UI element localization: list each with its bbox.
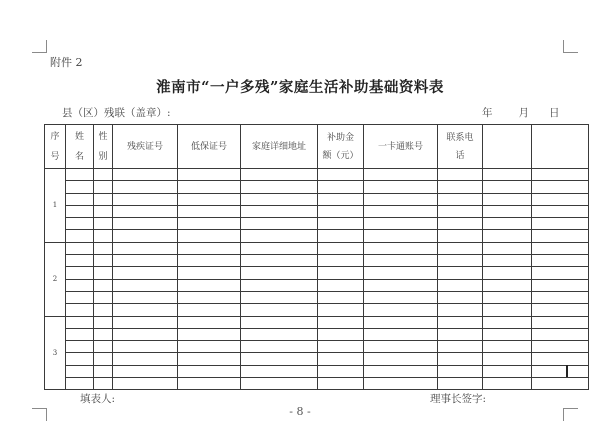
cell-address[interactable] <box>241 230 318 242</box>
cell-phone[interactable] <box>438 181 483 193</box>
cell-blank-1[interactable] <box>483 242 532 254</box>
cell-blank-2[interactable] <box>532 328 589 340</box>
header-subsidy-amount: 补助金 额（元） <box>318 125 364 169</box>
cell-blank-2[interactable] <box>532 218 589 230</box>
cell-name[interactable] <box>66 205 94 217</box>
cell-dibao-cert[interactable] <box>178 169 241 181</box>
cell-blank-1[interactable] <box>483 169 532 181</box>
header-seq: 序 号 <box>45 125 66 169</box>
date-line <box>482 105 560 120</box>
cell-account[interactable] <box>364 279 438 291</box>
cell-subsidy[interactable] <box>318 267 364 279</box>
cell-name[interactable] <box>66 169 94 181</box>
cell-blank-2[interactable] <box>532 365 589 377</box>
cell-account[interactable] <box>364 267 438 279</box>
cell-subsidy[interactable] <box>318 205 364 217</box>
cell-account[interactable] <box>364 193 438 205</box>
cell-blank-1[interactable] <box>483 378 532 390</box>
table-row <box>45 230 589 242</box>
group-seq-2: 2 <box>45 242 66 316</box>
cell-name[interactable] <box>66 353 94 365</box>
cell-disability-cert[interactable] <box>113 193 178 205</box>
table-row <box>45 291 589 303</box>
cell-name[interactable] <box>66 193 94 205</box>
cell-gender[interactable] <box>94 365 113 377</box>
cell-dibao-cert[interactable] <box>178 230 241 242</box>
cell-name[interactable] <box>66 328 94 340</box>
cell-name[interactable] <box>66 365 94 377</box>
cell-blank-2[interactable] <box>532 169 589 181</box>
cell-dibao-cert[interactable] <box>178 218 241 230</box>
cell-blank-2[interactable] <box>532 304 589 316</box>
cell-name[interactable] <box>66 230 94 242</box>
cell-phone[interactable] <box>438 316 483 328</box>
header-dibao-cert: 低保证号 <box>178 125 241 169</box>
cell-account[interactable] <box>364 218 438 230</box>
cell-account[interactable] <box>364 316 438 328</box>
cell-phone[interactable] <box>438 230 483 242</box>
header-account: 一卡通账号 <box>364 125 438 169</box>
cell-disability-cert[interactable] <box>113 378 178 390</box>
cell-blank-2[interactable] <box>532 378 589 390</box>
header-blank-1 <box>483 125 532 169</box>
crop-mark-top-left <box>32 40 47 53</box>
cell-gender[interactable] <box>94 255 113 267</box>
cell-dibao-cert[interactable] <box>178 255 241 267</box>
cell-name[interactable] <box>66 181 94 193</box>
header-name: 姓 名 <box>66 125 94 169</box>
cell-name[interactable] <box>66 304 94 316</box>
cell-disability-cert[interactable] <box>113 230 178 242</box>
cell-blank-1[interactable] <box>483 365 532 377</box>
cell-subsidy[interactable] <box>318 328 364 340</box>
cell-gender[interactable] <box>94 230 113 242</box>
cell-dibao-cert[interactable] <box>178 291 241 303</box>
date-year-label: 年 <box>482 107 493 119</box>
filler-label: 填表人: <box>80 393 116 405</box>
cell-disability-cert[interactable] <box>113 341 178 353</box>
cell-subsidy[interactable] <box>318 353 364 365</box>
cell-phone[interactable] <box>438 255 483 267</box>
cell-name[interactable] <box>66 255 94 267</box>
cell-disability-cert[interactable] <box>113 169 178 181</box>
cell-disability-cert[interactable] <box>113 181 178 193</box>
cell-blank-2[interactable] <box>532 242 589 254</box>
cell-address[interactable] <box>241 279 318 291</box>
cell-account[interactable] <box>364 304 438 316</box>
cell-blank-2[interactable] <box>532 193 589 205</box>
cell-dibao-cert[interactable] <box>178 267 241 279</box>
cell-account[interactable] <box>364 181 438 193</box>
cell-account[interactable] <box>364 341 438 353</box>
cell-dibao-cert[interactable] <box>178 193 241 205</box>
header-disability-cert: 残疾证号 <box>113 125 178 169</box>
cell-account[interactable] <box>364 255 438 267</box>
cell-blank-1[interactable] <box>483 316 532 328</box>
cell-dibao-cert[interactable] <box>178 353 241 365</box>
cell-dibao-cert[interactable] <box>178 328 241 340</box>
cell-disability-cert[interactable] <box>113 328 178 340</box>
cell-blank-1[interactable] <box>483 205 532 217</box>
table-row <box>45 218 589 230</box>
cell-gender[interactable] <box>94 304 113 316</box>
cell-gender[interactable] <box>94 193 113 205</box>
margin-tick-mark <box>566 365 568 377</box>
cell-dibao-cert[interactable] <box>178 316 241 328</box>
cell-name[interactable] <box>66 218 94 230</box>
table-row <box>45 205 589 217</box>
cell-subsidy[interactable] <box>318 291 364 303</box>
cell-blank-2[interactable] <box>532 316 589 328</box>
cell-blank-2[interactable] <box>532 291 589 303</box>
cell-address[interactable] <box>241 378 318 390</box>
cell-disability-cert[interactable] <box>113 279 178 291</box>
cell-subsidy[interactable] <box>318 378 364 390</box>
cell-gender[interactable] <box>94 242 113 254</box>
cell-blank-1[interactable] <box>483 193 532 205</box>
cell-dibao-cert[interactable] <box>178 205 241 217</box>
cell-blank-1[interactable] <box>483 279 532 291</box>
cell-account[interactable] <box>364 353 438 365</box>
crop-mark-top-right <box>563 40 578 53</box>
table-row <box>45 267 589 279</box>
cell-address[interactable] <box>241 267 318 279</box>
cell-blank-1[interactable] <box>483 291 532 303</box>
cell-phone[interactable] <box>438 169 483 181</box>
cell-gender[interactable] <box>94 218 113 230</box>
cell-address[interactable] <box>241 353 318 365</box>
cell-account[interactable] <box>364 205 438 217</box>
cell-dibao-cert[interactable] <box>178 378 241 390</box>
cell-address[interactable] <box>241 304 318 316</box>
group-seq-1: 1 <box>45 169 66 243</box>
cell-name[interactable] <box>66 279 94 291</box>
cell-phone[interactable] <box>438 291 483 303</box>
cell-blank-1[interactable] <box>483 341 532 353</box>
page-number: - 8 - <box>289 405 311 418</box>
cell-gender[interactable] <box>94 328 113 340</box>
cell-dibao-cert[interactable] <box>178 365 241 377</box>
cell-account[interactable] <box>364 169 438 181</box>
cell-blank-1[interactable] <box>483 267 532 279</box>
cell-name[interactable] <box>66 316 94 328</box>
cell-account[interactable] <box>364 328 438 340</box>
cell-phone[interactable] <box>438 365 483 377</box>
cell-name[interactable] <box>66 267 94 279</box>
cell-account[interactable] <box>364 291 438 303</box>
cell-gender[interactable] <box>94 291 113 303</box>
cell-blank-2[interactable] <box>532 255 589 267</box>
cell-blank-2[interactable] <box>532 205 589 217</box>
cell-subsidy[interactable] <box>318 242 364 254</box>
cell-subsidy[interactable] <box>318 169 364 181</box>
cell-address[interactable] <box>241 181 318 193</box>
cell-disability-cert[interactable] <box>113 291 178 303</box>
date-day-label: 日 <box>549 107 560 119</box>
attachment-label: 附件 2 <box>50 56 83 69</box>
cell-address[interactable] <box>241 193 318 205</box>
cell-gender[interactable] <box>94 341 113 353</box>
table-row <box>45 181 589 193</box>
cell-address[interactable] <box>241 328 318 340</box>
cell-blank-1[interactable] <box>483 328 532 340</box>
cell-disability-cert[interactable] <box>113 218 178 230</box>
cell-subsidy[interactable] <box>318 230 364 242</box>
cell-subsidy[interactable] <box>318 181 364 193</box>
cell-blank-1[interactable] <box>483 255 532 267</box>
table-row <box>45 169 589 181</box>
cell-address[interactable] <box>241 341 318 353</box>
cell-blank-1[interactable] <box>483 230 532 242</box>
cell-address[interactable] <box>241 218 318 230</box>
cell-gender[interactable] <box>94 353 113 365</box>
cell-blank-1[interactable] <box>483 181 532 193</box>
cell-subsidy[interactable] <box>318 255 364 267</box>
cell-disability-cert[interactable] <box>113 316 178 328</box>
cell-phone[interactable] <box>438 328 483 340</box>
cell-address[interactable] <box>241 242 318 254</box>
header-address: 家庭详细地址 <box>241 125 318 169</box>
cell-disability-cert[interactable] <box>113 304 178 316</box>
table-row <box>45 353 589 365</box>
cell-blank-2[interactable] <box>532 181 589 193</box>
table-row <box>45 255 589 267</box>
cell-phone[interactable] <box>438 279 483 291</box>
cell-blank-2[interactable] <box>532 341 589 353</box>
cell-gender[interactable] <box>94 169 113 181</box>
cell-dibao-cert[interactable] <box>178 242 241 254</box>
cell-disability-cert[interactable] <box>113 267 178 279</box>
county-seal-label: 县（区）残联（盖章）: <box>62 107 171 119</box>
cell-address[interactable] <box>241 365 318 377</box>
cell-dibao-cert[interactable] <box>178 279 241 291</box>
table-row <box>45 316 589 328</box>
header-blank-2 <box>532 125 589 169</box>
cell-blank-2[interactable] <box>532 279 589 291</box>
cell-phone[interactable] <box>438 205 483 217</box>
cell-subsidy[interactable] <box>318 193 364 205</box>
cell-phone[interactable] <box>438 218 483 230</box>
header-gender: 性 别 <box>94 125 113 169</box>
cell-phone[interactable] <box>438 341 483 353</box>
date-month-label: 月 <box>518 107 529 119</box>
cell-dibao-cert[interactable] <box>178 341 241 353</box>
cell-subsidy[interactable] <box>318 279 364 291</box>
cell-address[interactable] <box>241 255 318 267</box>
table-row <box>45 279 589 291</box>
cell-blank-1[interactable] <box>483 218 532 230</box>
cell-subsidy[interactable] <box>318 365 364 377</box>
cell-gender[interactable] <box>94 267 113 279</box>
cell-phone[interactable] <box>438 378 483 390</box>
cell-name[interactable] <box>66 341 94 353</box>
cell-account[interactable] <box>364 378 438 390</box>
cell-phone[interactable] <box>438 242 483 254</box>
cell-subsidy[interactable] <box>318 304 364 316</box>
table-row <box>45 365 589 377</box>
cell-disability-cert[interactable] <box>113 205 178 217</box>
table-row <box>45 304 589 316</box>
table-row <box>45 341 589 353</box>
page-title: 淮南市“一户多残”家庭生活补助基础资料表 <box>156 79 444 96</box>
cell-address[interactable] <box>241 291 318 303</box>
cell-gender[interactable] <box>94 279 113 291</box>
signer-label: 理事长签字: <box>430 393 487 405</box>
cell-phone[interactable] <box>438 353 483 365</box>
cell-address[interactable] <box>241 316 318 328</box>
cell-account[interactable] <box>364 242 438 254</box>
cell-gender[interactable] <box>94 378 113 390</box>
cell-disability-cert[interactable] <box>113 242 178 254</box>
cell-subsidy[interactable] <box>318 218 364 230</box>
table-row <box>45 328 589 340</box>
subsidy-data-table <box>44 124 589 390</box>
cell-subsidy[interactable] <box>318 341 364 353</box>
cell-name[interactable] <box>66 378 94 390</box>
table-header-row <box>45 125 589 169</box>
cell-gender[interactable] <box>94 181 113 193</box>
group-seq-3: 3 <box>45 316 66 390</box>
cell-phone[interactable] <box>438 304 483 316</box>
cell-gender[interactable] <box>94 316 113 328</box>
cell-account[interactable] <box>364 365 438 377</box>
cell-disability-cert[interactable] <box>113 353 178 365</box>
cell-dibao-cert[interactable] <box>178 181 241 193</box>
cell-gender[interactable] <box>94 205 113 217</box>
cell-blank-1[interactable] <box>483 304 532 316</box>
cell-address[interactable] <box>241 205 318 217</box>
cell-address[interactable] <box>241 169 318 181</box>
cell-subsidy[interactable] <box>318 316 364 328</box>
cell-blank-2[interactable] <box>532 230 589 242</box>
table-row <box>45 378 589 390</box>
cell-disability-cert[interactable] <box>113 365 178 377</box>
cell-blank-1[interactable] <box>483 353 532 365</box>
cell-disability-cert[interactable] <box>113 255 178 267</box>
cell-name[interactable] <box>66 242 94 254</box>
table-row <box>45 242 589 254</box>
cell-blank-2[interactable] <box>532 267 589 279</box>
cell-name[interactable] <box>66 291 94 303</box>
cell-account[interactable] <box>364 230 438 242</box>
cell-blank-2[interactable] <box>532 353 589 365</box>
table-row <box>45 193 589 205</box>
cell-phone[interactable] <box>438 193 483 205</box>
cell-phone[interactable] <box>438 267 483 279</box>
header-phone: 联系电 话 <box>438 125 483 169</box>
cell-dibao-cert[interactable] <box>178 304 241 316</box>
